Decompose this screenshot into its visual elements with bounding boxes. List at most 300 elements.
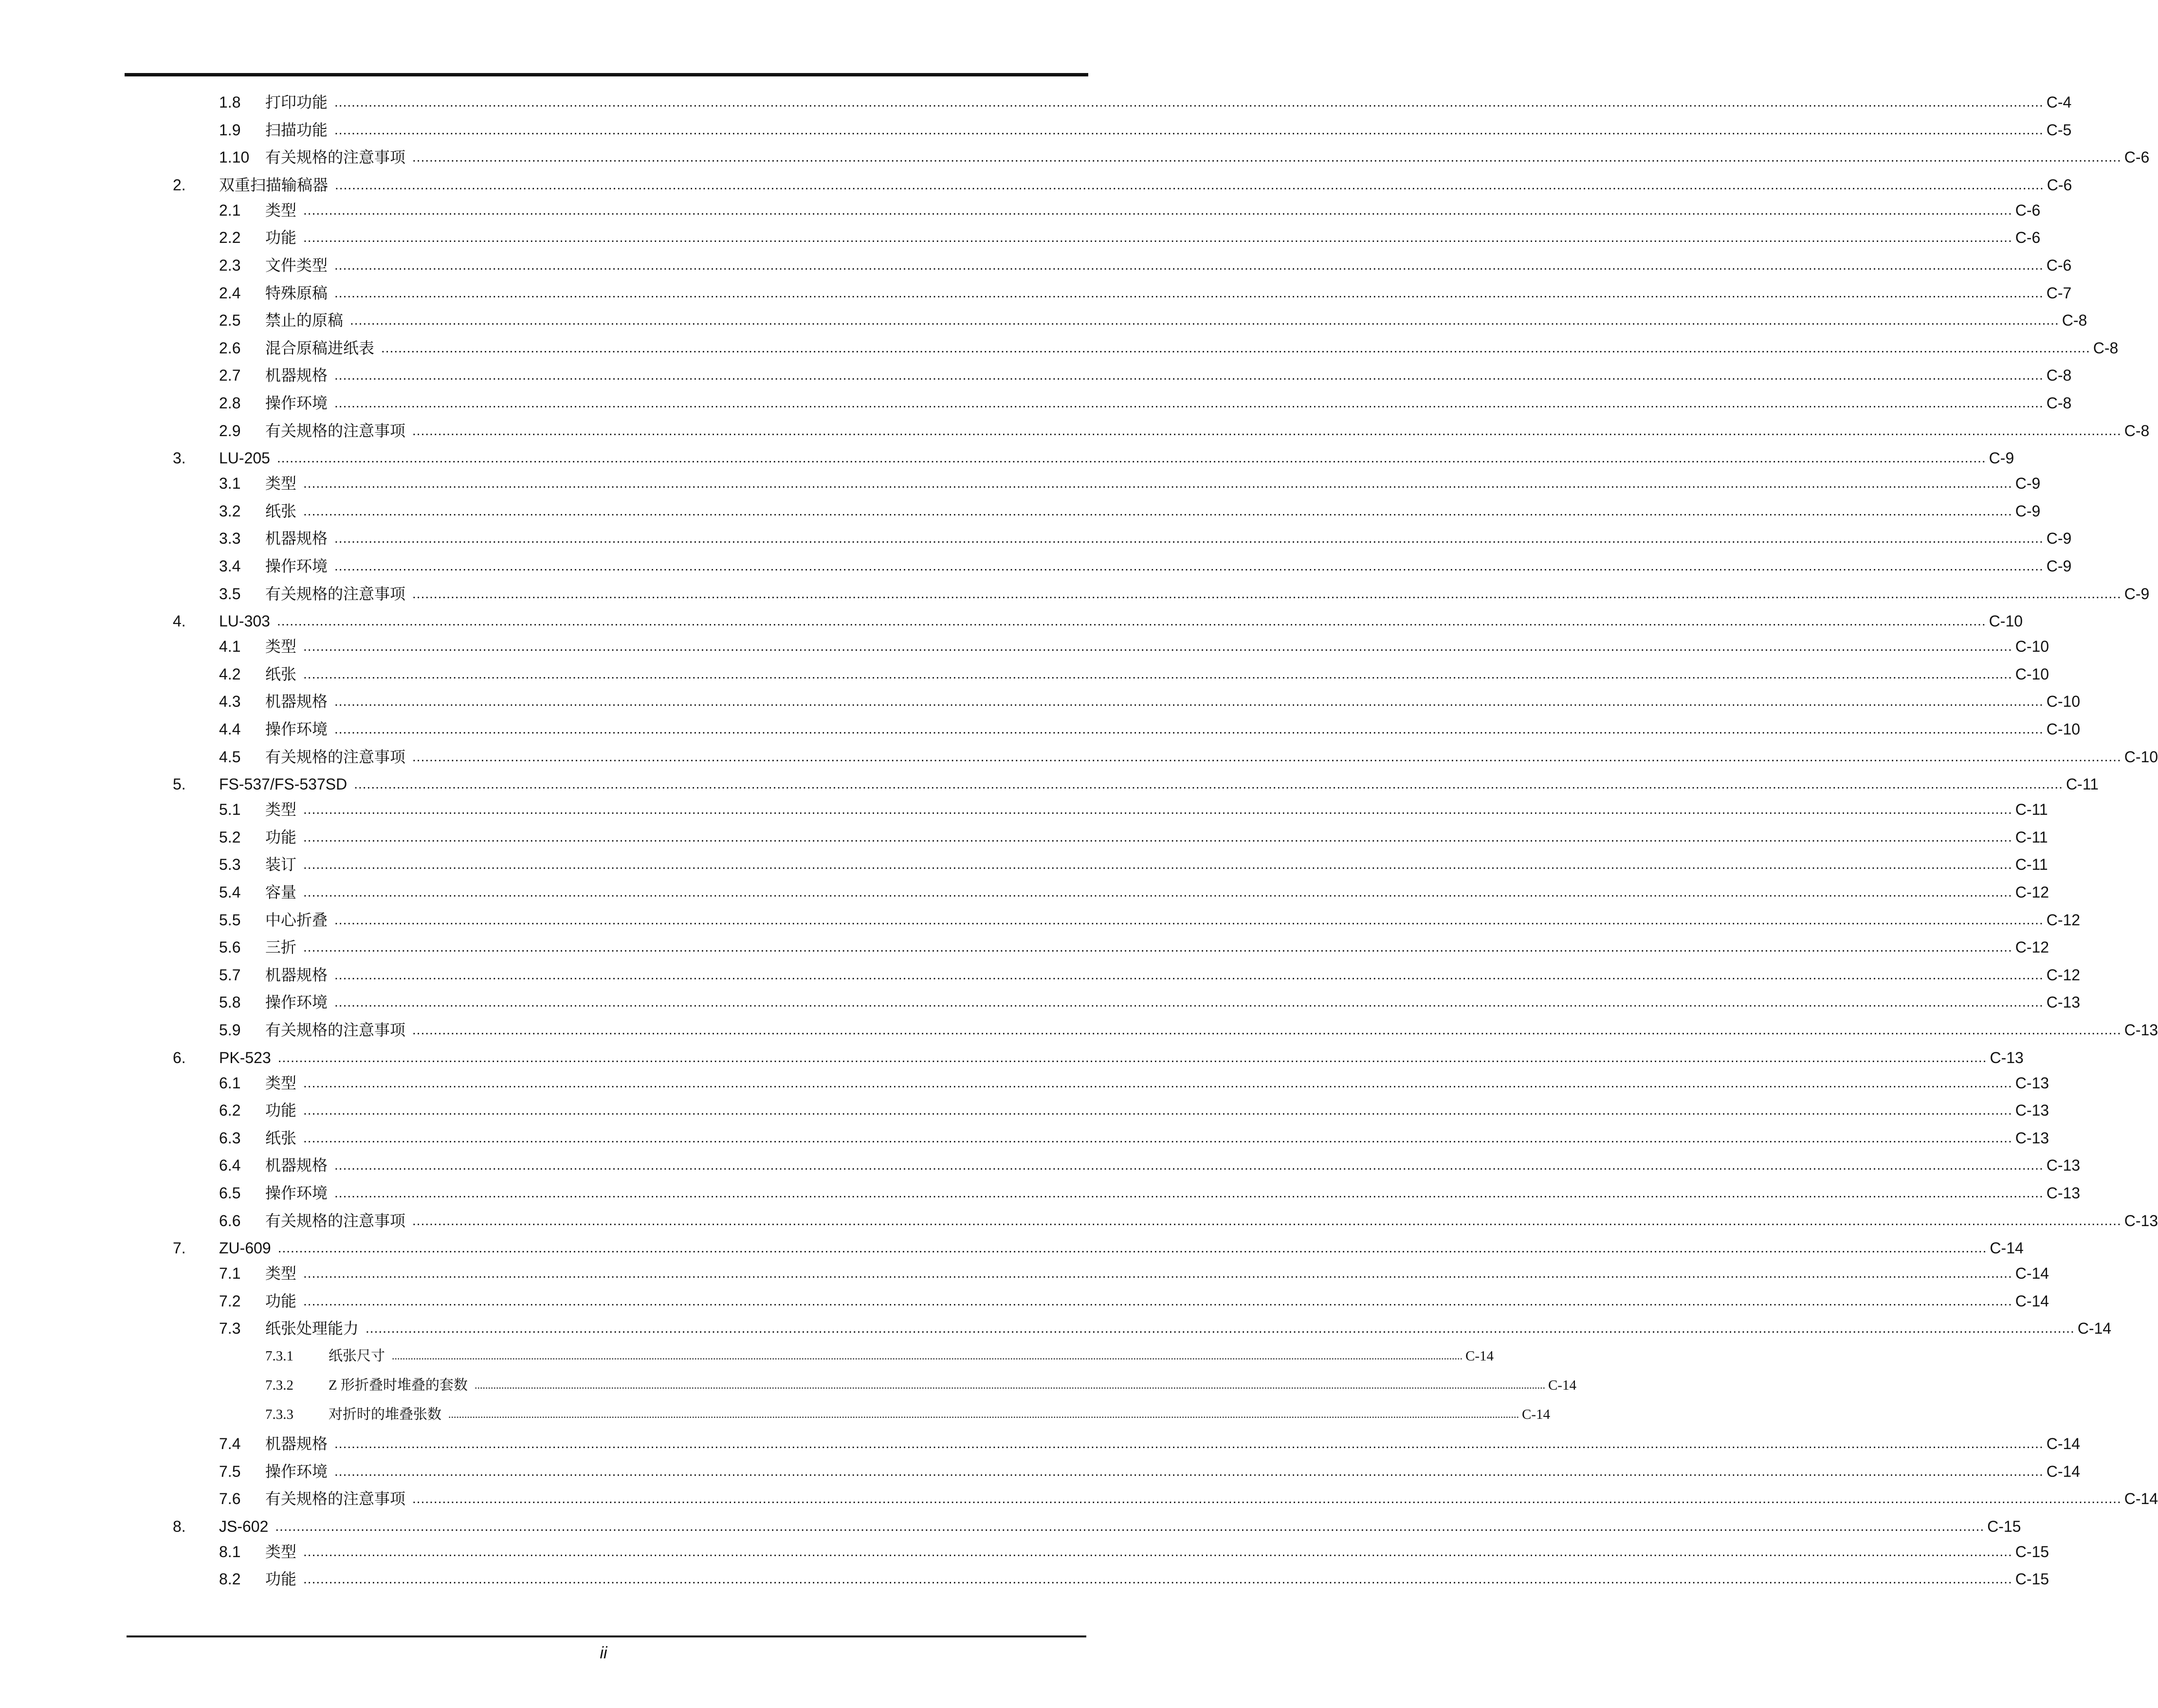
toc-entry[interactable] <box>0 824 2048 851</box>
toc-entry-number: 7.5 <box>219 1462 241 1480</box>
dot-leader: ................................................................................................................................................................................................................................................................................................................................................................................................................ <box>412 1022 2121 1037</box>
toc-entry-body <box>265 1458 2081 1485</box>
dot-leader: ................................................................................................................................................................................................................................................................................................................................................................................................................ <box>276 613 1986 629</box>
toc-entry-title: 纸张处理能力 <box>265 1320 359 1338</box>
dot-leader: ................................................................................................................................................................................................................................................................................................................................................................................................................ <box>303 476 2012 491</box>
toc-entry-page: C-13 <box>2046 1184 2081 1202</box>
toc-entry[interactable] <box>0 1565 2049 1593</box>
toc-entry-body <box>265 362 2072 389</box>
toc-entry[interactable] <box>0 1097 2049 1124</box>
toc-entry-body <box>265 1485 2158 1512</box>
toc-entry-number: 4.4 <box>219 720 241 738</box>
toc-entry-body <box>265 470 2041 497</box>
toc-entry-number: 2. <box>173 176 186 194</box>
dot-leader: ................................................................................................................................................................................................................................................................................................................................................................................................................ <box>334 994 2044 1010</box>
toc-entry-page: C-11 <box>2015 828 2048 846</box>
toc-entry-body <box>265 279 2072 307</box>
toc-entry-body <box>219 444 2014 472</box>
toc-entry-title: 操作环境 <box>265 993 328 1011</box>
toc-entry-body <box>265 144 2150 171</box>
toc-entry-number: 6. <box>173 1048 186 1066</box>
dot-leader: ................................................................................................................................................................................................................................................................................................................................................................................................................ <box>334 122 2044 137</box>
toc-entry-title: 机器规格 <box>265 530 328 548</box>
toc-entry[interactable] <box>0 688 2081 715</box>
toc-entry-number: 2.4 <box>219 284 241 302</box>
toc-entry-number: 2.7 <box>219 367 241 385</box>
toc-entry-body <box>265 417 2150 444</box>
toc-entry-number: 1.10 <box>219 148 250 166</box>
toc-entry-number: 6.4 <box>219 1157 241 1175</box>
toc-entry-title: 容量 <box>265 883 297 901</box>
toc-entry[interactable] <box>0 444 2014 472</box>
dot-leader: ................................................................................................................................................................................................................................................................................................................................................................................................................ <box>303 829 2012 845</box>
toc-entry-title: 功能 <box>265 828 297 846</box>
toc-entry-title: 类型 <box>265 1265 297 1283</box>
toc-entry-title: 机器规格 <box>265 1435 328 1452</box>
toc-entry[interactable] <box>0 252 2072 279</box>
toc-entry[interactable] <box>0 743 2158 771</box>
toc-entry-page: C-9 <box>2015 502 2041 520</box>
toc-entry-number: 3. <box>173 449 186 467</box>
toc-entry-number: 4. <box>173 612 186 630</box>
toc-entry-title: 操作环境 <box>265 720 328 738</box>
dot-leader: ................................................................................................................................................................................................................................................................................................................................................................................................................ <box>303 857 2012 872</box>
toc-entry-body <box>265 252 2072 279</box>
toc-entry-body <box>265 716 2081 743</box>
dot-leader: ................................................................................................................................................................................................................................................................................................................................................................................................................ <box>276 450 1986 466</box>
toc-entry-body <box>265 1260 2049 1287</box>
dot-leader: ................................................................................................................................................................................................................................................................................................................................................................................................................ <box>334 257 2044 273</box>
toc-entry-title: 有关规格的注意事项 <box>265 1490 406 1508</box>
toc-entry-title: 对折时的堆叠张数 <box>329 1407 442 1422</box>
toc-entry-title: LU-205 <box>219 449 270 467</box>
toc-entry-title: 纸张 <box>265 665 297 683</box>
toc-entry-page: C-10 <box>1989 612 2023 630</box>
toc-entry-number: 5.1 <box>219 801 241 819</box>
toc-entry-page: C-10 <box>2046 720 2081 738</box>
toc-entry-title: 操作环境 <box>265 1184 328 1202</box>
toc-entry[interactable] <box>0 552 2072 580</box>
dot-leader: ................................................................................................................................................................................................................................................................................................................................................................................................................ <box>303 1543 2012 1559</box>
toc-entry[interactable] <box>0 879 2049 906</box>
toc-entry-body <box>219 1044 2024 1071</box>
toc-entry-title: Z 形折叠时堆叠的套数 <box>329 1377 468 1393</box>
toc-entry-page: C-11 <box>2015 801 2048 819</box>
dot-leader: ................................................................................................................................................................................................................................................................................................................................................................................................................ <box>412 1491 2121 1506</box>
toc-entry-number: 1.8 <box>219 93 241 111</box>
toc-entry-body <box>265 525 2072 552</box>
toc-entry-body <box>265 1565 2049 1593</box>
toc-entry-body <box>265 116 2072 144</box>
dot-leader: ................................................................................................................................................................................................................................................................................................................................................................................................................ <box>334 1157 2044 1173</box>
toc-entry[interactable] <box>0 1315 2112 1342</box>
dot-leader: ................................................................................................................................................................................................................................................................................................................................................................................................................ <box>303 802 2012 817</box>
toc-entry-body <box>265 879 2049 906</box>
dot-leader: ................................................................................................................................................................................................................................................................................................................................................................................................................ <box>474 1379 1545 1391</box>
dot-leader: ................................................................................................................................................................................................................................................................................................................................................................................................................ <box>277 1240 1987 1256</box>
dot-leader: ................................................................................................................................................................................................................................................................................................................................................................................................................ <box>334 285 2044 300</box>
toc-entry-body <box>265 633 2049 660</box>
toc-entry[interactable] <box>0 796 2048 823</box>
toc-entry-title: 功能 <box>265 1292 297 1310</box>
toc-entry-body <box>265 906 2081 934</box>
toc-entry[interactable] <box>0 144 2150 171</box>
dot-leader: ................................................................................................................................................................................................................................................................................................................................................................................................................ <box>334 721 2044 736</box>
toc-entry[interactable] <box>0 362 2072 389</box>
toc-entry-title: PK-523 <box>219 1048 271 1066</box>
toc-entry[interactable] <box>0 1485 2158 1512</box>
dot-leader: ................................................................................................................................................................................................................................................................................................................................................................................................................ <box>354 776 2063 792</box>
toc-entry-title: 有关规格的注意事项 <box>265 1212 406 1230</box>
header-rule <box>125 73 1088 76</box>
toc-entry-page: C-5 <box>2046 121 2072 139</box>
toc-entry-title: 有关规格的注意事项 <box>265 1021 406 1039</box>
toc-entry-page: C-15 <box>2015 1570 2049 1588</box>
dot-leader: ................................................................................................................................................................................................................................................................................................................................................................................................................ <box>448 1408 1519 1420</box>
toc-entry-number: 3.5 <box>219 585 241 603</box>
toc-entry-title: 操作环境 <box>265 394 328 412</box>
toc-entry-title: 纸张 <box>265 502 297 520</box>
toc-entry-page: C-9 <box>2046 557 2072 575</box>
toc-entry[interactable] <box>0 1124 2049 1152</box>
dot-leader: ................................................................................................................................................................................................................................................................................................................................................................................................................ <box>334 94 2044 110</box>
dot-leader: ................................................................................................................................................................................................................................................................................................................................................................................................................ <box>303 1293 2012 1308</box>
toc-entry-title: 有关规格的注意事项 <box>265 585 406 603</box>
toc-entry[interactable] <box>0 1401 1551 1428</box>
dot-leader: ................................................................................................................................................................................................................................................................................................................................................................................................................ <box>334 558 2044 573</box>
toc-entry[interactable] <box>0 1069 2049 1097</box>
toc-entry[interactable] <box>0 470 2041 497</box>
dot-leader: ................................................................................................................................................................................................................................................................................................................................................................................................................ <box>303 202 2012 218</box>
toc-entry-number: 2.3 <box>219 257 241 274</box>
dot-leader: ................................................................................................................................................................................................................................................................................................................................................................................................................ <box>381 340 2090 355</box>
dot-leader: ................................................................................................................................................................................................................................................................................................................................................................................................................ <box>303 1130 2012 1145</box>
toc-entry-body <box>219 607 2023 635</box>
toc-entry-number: 5.3 <box>219 856 241 874</box>
dot-leader: ................................................................................................................................................................................................................................................................................................................................................................................................................ <box>334 967 2044 982</box>
toc-entry-title: 文件类型 <box>265 257 328 274</box>
toc-entry-page: C-10 <box>2046 693 2081 711</box>
toc-entry-title: 纸张尺寸 <box>329 1348 385 1364</box>
toc-entry-title: JS-602 <box>219 1517 269 1535</box>
toc-entry-number: 4.5 <box>219 748 241 766</box>
toc-entry[interactable] <box>0 633 2049 660</box>
toc-entry-body <box>265 552 2072 580</box>
toc-entry-number: 3.1 <box>219 475 241 493</box>
toc-entry[interactable] <box>0 934 2049 961</box>
toc-entry-title: 类型 <box>265 1543 297 1561</box>
dot-leader: ................................................................................................................................................................................................................................................................................................................................................................................................................ <box>334 694 2044 709</box>
toc-entry-body <box>265 661 2049 688</box>
toc-entry-body <box>265 1287 2049 1315</box>
toc-entry-page: C-15 <box>2015 1543 2049 1561</box>
toc-entry-title: 机器规格 <box>265 966 328 984</box>
dot-leader: ................................................................................................................................................................................................................................................................................................................................................................................................................ <box>303 1075 2012 1090</box>
toc-entry-body <box>265 1179 2081 1207</box>
toc-entry-title: 中心折叠 <box>265 911 328 929</box>
dot-leader: ................................................................................................................................................................................................................................................................................................................................................................................................................ <box>334 395 2044 410</box>
toc-entry-number: 5.5 <box>219 911 241 929</box>
toc-entry[interactable] <box>0 334 2119 362</box>
toc-entry-title: 特殊原稿 <box>265 284 328 302</box>
toc-entry[interactable] <box>0 906 2081 934</box>
toc-entry-title: ZU-609 <box>219 1239 271 1257</box>
toc-entry-page: C-14 <box>2015 1265 2049 1283</box>
dot-leader: ................................................................................................................................................................................................................................................................................................................................................................................................................ <box>334 1463 2044 1479</box>
toc-entry-title: 类型 <box>265 801 297 819</box>
toc-entry-title: 操作环境 <box>265 557 328 575</box>
toc-entry-number: 1.9 <box>219 121 241 139</box>
toc-entry-title: LU-303 <box>219 612 270 630</box>
toc-entry-page: C-13 <box>2015 1102 2049 1120</box>
toc-entry[interactable] <box>0 1234 2024 1262</box>
toc-entry-title: 类型 <box>265 638 297 656</box>
dot-leader: ................................................................................................................................................................................................................................................................................................................................................................................................................ <box>334 912 2044 927</box>
toc-entry-number: 5.6 <box>219 938 241 956</box>
toc-entry[interactable] <box>0 1260 2049 1287</box>
toc-entry-title: 类型 <box>265 201 297 219</box>
toc-entry-number: 7.3.1 <box>265 1348 293 1364</box>
toc-entry-page: C-9 <box>2046 530 2072 548</box>
toc-entry[interactable] <box>0 1513 2021 1540</box>
dot-leader: ................................................................................................................................................................................................................................................................................................................................................................................................................ <box>303 230 2012 245</box>
toc-entry-page: C-14 <box>1522 1407 1551 1422</box>
toc-entry-number: 7.4 <box>219 1435 241 1452</box>
toc-entry-body <box>265 796 2048 823</box>
toc-entry[interactable] <box>0 1207 2158 1234</box>
toc-entry-number: 7.3 <box>219 1320 241 1338</box>
toc-entry-page: C-9 <box>2124 585 2150 603</box>
toc-entry-body <box>265 224 2041 251</box>
toc-entry-body <box>329 1372 1576 1399</box>
toc-entry-title: 双重扫描输稿器 <box>219 176 329 194</box>
toc-entry-title: 功能 <box>265 1570 297 1588</box>
toc-entry-page: C-11 <box>2066 775 2099 793</box>
toc-entry-title: 禁止的原稿 <box>265 312 344 330</box>
toc-entry[interactable] <box>0 607 2023 635</box>
toc-entry-number: 5.2 <box>219 828 241 846</box>
toc-entry-title: 有关规格的注意事项 <box>265 748 406 766</box>
toc-entry-page: C-9 <box>1989 449 2014 467</box>
toc-entry-page: C-11 <box>2015 856 2048 874</box>
toc-entry-title: 功能 <box>265 1102 297 1120</box>
dot-leader: ................................................................................................................................................................................................................................................................................................................................................................................................................ <box>303 1571 2012 1587</box>
toc-entry[interactable] <box>0 580 2150 607</box>
toc-entry-body <box>329 1401 1551 1428</box>
toc-entry-page: C-14 <box>2124 1490 2158 1508</box>
toc-entry[interactable] <box>0 851 2048 878</box>
toc-entry-page: C-8 <box>2124 422 2150 440</box>
toc-entry-number: 8. <box>173 1517 186 1535</box>
toc-entry-body <box>265 307 2087 334</box>
toc-entry[interactable] <box>0 1179 2081 1207</box>
toc-entry[interactable] <box>0 716 2081 743</box>
dot-leader: ................................................................................................................................................................................................................................................................................................................................................................................................................ <box>303 639 2012 654</box>
dot-leader: ................................................................................................................................................................................................................................................................................................................................................................................................................ <box>412 586 2121 601</box>
toc-entry-title: 扫描功能 <box>265 121 328 139</box>
toc-entry[interactable] <box>0 771 2099 798</box>
dot-leader: ................................................................................................................................................................................................................................................................................................................................................................................................................ <box>412 749 2121 764</box>
dot-leader: ................................................................................................................................................................................................................................................................................................................................................................................................................ <box>366 1321 2075 1336</box>
dot-leader: ................................................................................................................................................................................................................................................................................................................................................................................................................ <box>303 1266 2012 1281</box>
toc-entry-title: 有关规格的注意事项 <box>265 148 406 166</box>
dot-leader: ................................................................................................................................................................................................................................................................................................................................................................................................................ <box>334 531 2044 546</box>
toc-entry-page: C-13 <box>2015 1129 2049 1147</box>
toc-entry-body <box>265 497 2041 525</box>
toc-entry-page: C-13 <box>2046 993 2081 1011</box>
toc-entry-page: C-7 <box>2046 284 2072 302</box>
toc-entry-body <box>265 1430 2081 1457</box>
toc-entry[interactable] <box>0 497 2041 525</box>
toc-entry-number: 7.2 <box>219 1292 241 1310</box>
toc-entry-page: C-14 <box>2077 1320 2112 1338</box>
toc-entry[interactable] <box>0 1016 2158 1044</box>
toc-entry-body <box>265 334 2119 362</box>
toc-entry-page: C-14 <box>2046 1435 2081 1452</box>
dot-leader: ................................................................................................................................................................................................................................................................................................................................................................................................................ <box>392 1350 1463 1362</box>
toc-entry[interactable] <box>0 197 2041 224</box>
toc-entry[interactable] <box>0 307 2087 334</box>
toc-entry-page: C-6 <box>2047 176 2072 194</box>
toc-entry-number: 8.2 <box>219 1570 241 1588</box>
toc-entry-title: 纸张 <box>265 1129 297 1147</box>
toc-entry-number: 7.1 <box>219 1265 241 1283</box>
toc-entry-body <box>219 1513 2021 1540</box>
toc-entry-page: C-14 <box>2015 1292 2049 1310</box>
toc-entry-page: C-8 <box>2046 394 2072 412</box>
toc-entry[interactable] <box>0 1152 2081 1179</box>
toc-entry-page: C-4 <box>2046 93 2072 111</box>
toc-entry-number: 3.2 <box>219 502 241 520</box>
dot-leader: ................................................................................................................................................................................................................................................................................................................................................................................................................ <box>303 884 2012 900</box>
toc-entry-number: 2.6 <box>219 339 241 357</box>
toc-entry[interactable] <box>0 279 2072 307</box>
toc-entry-title: 操作环境 <box>265 1462 328 1480</box>
dot-leader: ................................................................................................................................................................................................................................................................................................................................................................................................................ <box>275 1518 1985 1534</box>
toc-entry[interactable] <box>0 1430 2081 1457</box>
toc-entry-body <box>265 1097 2049 1124</box>
toc-entry-body <box>265 743 2158 771</box>
toc-entry[interactable] <box>0 989 2081 1016</box>
toc-entry-body <box>265 1207 2158 1234</box>
toc-entry[interactable] <box>0 389 2072 417</box>
toc-entry-page: C-8 <box>2046 367 2072 385</box>
toc-entry[interactable] <box>0 1458 2081 1485</box>
dot-leader: ................................................................................................................................................................................................................................................................................................................................................................................................................ <box>334 367 2044 383</box>
toc-entry-number: 3.3 <box>219 530 241 548</box>
footer-rule <box>127 1635 1086 1637</box>
toc-entry-page: C-14 <box>1465 1348 1494 1364</box>
toc-entry-number: 7.3.3 <box>265 1407 293 1422</box>
dot-leader: ................................................................................................................................................................................................................................................................................................................................................................................................................ <box>277 1049 1987 1065</box>
toc-entry-body <box>265 961 2081 989</box>
toc-entry[interactable] <box>0 171 2072 199</box>
toc-entry-page: C-8 <box>2093 339 2119 357</box>
toc-entry-body <box>265 580 2150 607</box>
dot-leader: ................................................................................................................................................................................................................................................................................................................................................................................................................ <box>412 422 2121 438</box>
toc-entry-number: 4.3 <box>219 693 241 711</box>
toc-entry-title: 机器规格 <box>265 1157 328 1175</box>
toc-entry-page: C-10 <box>2015 638 2049 656</box>
dot-leader: ................................................................................................................................................................................................................................................................................................................................................................................................................ <box>350 312 2059 328</box>
toc-entry-body <box>265 934 2049 961</box>
toc-entry-body <box>265 1016 2158 1044</box>
toc-entry-number: 5.4 <box>219 883 241 901</box>
toc-entry-body <box>219 1234 2024 1262</box>
toc-entry-title: 打印功能 <box>265 93 328 111</box>
toc-entry-number: 2.9 <box>219 422 241 440</box>
toc-entry[interactable] <box>0 116 2072 144</box>
toc-entry-page: C-12 <box>2015 883 2049 901</box>
toc-entry[interactable] <box>0 1044 2024 1071</box>
toc-entry[interactable] <box>0 1538 2049 1565</box>
toc-entry-number: 7. <box>173 1239 186 1257</box>
toc-entry-title: 三折 <box>265 938 297 956</box>
toc-entry-page: C-6 <box>2015 201 2041 219</box>
toc-entry-body <box>265 851 2048 878</box>
page-number: ii <box>600 1644 607 1662</box>
toc-entry-body <box>265 989 2081 1016</box>
toc-entry-page: C-6 <box>2015 229 2041 247</box>
toc-entry-number: 4.1 <box>219 638 241 656</box>
toc-entry-title: FS-537/FS-537SD <box>219 775 347 793</box>
toc-entry-number: 5.8 <box>219 993 241 1011</box>
toc-entry-page: C-8 <box>2062 312 2087 330</box>
toc-entry-page: C-14 <box>2046 1462 2081 1480</box>
toc-entry-title: 类型 <box>265 475 297 493</box>
toc-entry-body <box>265 1069 2049 1097</box>
toc-entry-page: C-6 <box>2124 148 2150 166</box>
toc-entry[interactable] <box>0 1372 1576 1399</box>
toc-entry-body <box>265 89 2072 116</box>
toc-entry-body <box>219 771 2099 798</box>
dot-leader: ................................................................................................................................................................................................................................................................................................................................................................................................................ <box>334 1185 2044 1200</box>
dot-leader: ................................................................................................................................................................................................................................................................................................................................................................................................................ <box>303 503 2012 518</box>
toc-entry-page: C-10 <box>2124 748 2158 766</box>
toc-entry-title: 功能 <box>265 229 297 247</box>
toc-entry[interactable] <box>0 1342 1494 1370</box>
toc-entry-number: 2.8 <box>219 394 241 412</box>
toc-entry-page: C-13 <box>2124 1212 2158 1230</box>
toc-entry[interactable] <box>0 1287 2049 1315</box>
dot-leader: ................................................................................................................................................................................................................................................................................................................................................................................................................ <box>412 149 2121 165</box>
toc-entry-page: C-14 <box>1990 1239 2024 1257</box>
toc-entry[interactable] <box>0 661 2049 688</box>
toc-entry-body <box>265 1152 2081 1179</box>
toc-entry-page: C-15 <box>1987 1517 2021 1535</box>
toc-entry-title: 机器规格 <box>265 693 328 711</box>
toc-entry-body <box>265 389 2072 417</box>
toc-entry[interactable] <box>0 89 2072 116</box>
toc-entry[interactable] <box>0 961 2081 989</box>
toc-entry[interactable] <box>0 224 2041 251</box>
toc-entry-number: 7.6 <box>219 1490 241 1508</box>
toc-entry-number: 6.5 <box>219 1184 241 1202</box>
toc-entry-body <box>265 1538 2049 1565</box>
toc-entry-number: 6.3 <box>219 1129 241 1147</box>
toc-entry-body <box>265 1315 2112 1342</box>
toc-entry[interactable] <box>0 417 2150 444</box>
toc-entry-title: 机器规格 <box>265 367 328 385</box>
toc-entry-page: C-9 <box>2015 475 2041 493</box>
toc-entry-number: 2.2 <box>219 229 241 247</box>
toc-entry-title: 装订 <box>265 856 297 874</box>
toc-entry[interactable] <box>0 525 2072 552</box>
toc-entry-number: 6.6 <box>219 1212 241 1230</box>
toc-entry-page: C-14 <box>1548 1377 1576 1393</box>
toc-entry-body <box>265 688 2081 715</box>
toc-entry-page: C-13 <box>2015 1074 2049 1092</box>
